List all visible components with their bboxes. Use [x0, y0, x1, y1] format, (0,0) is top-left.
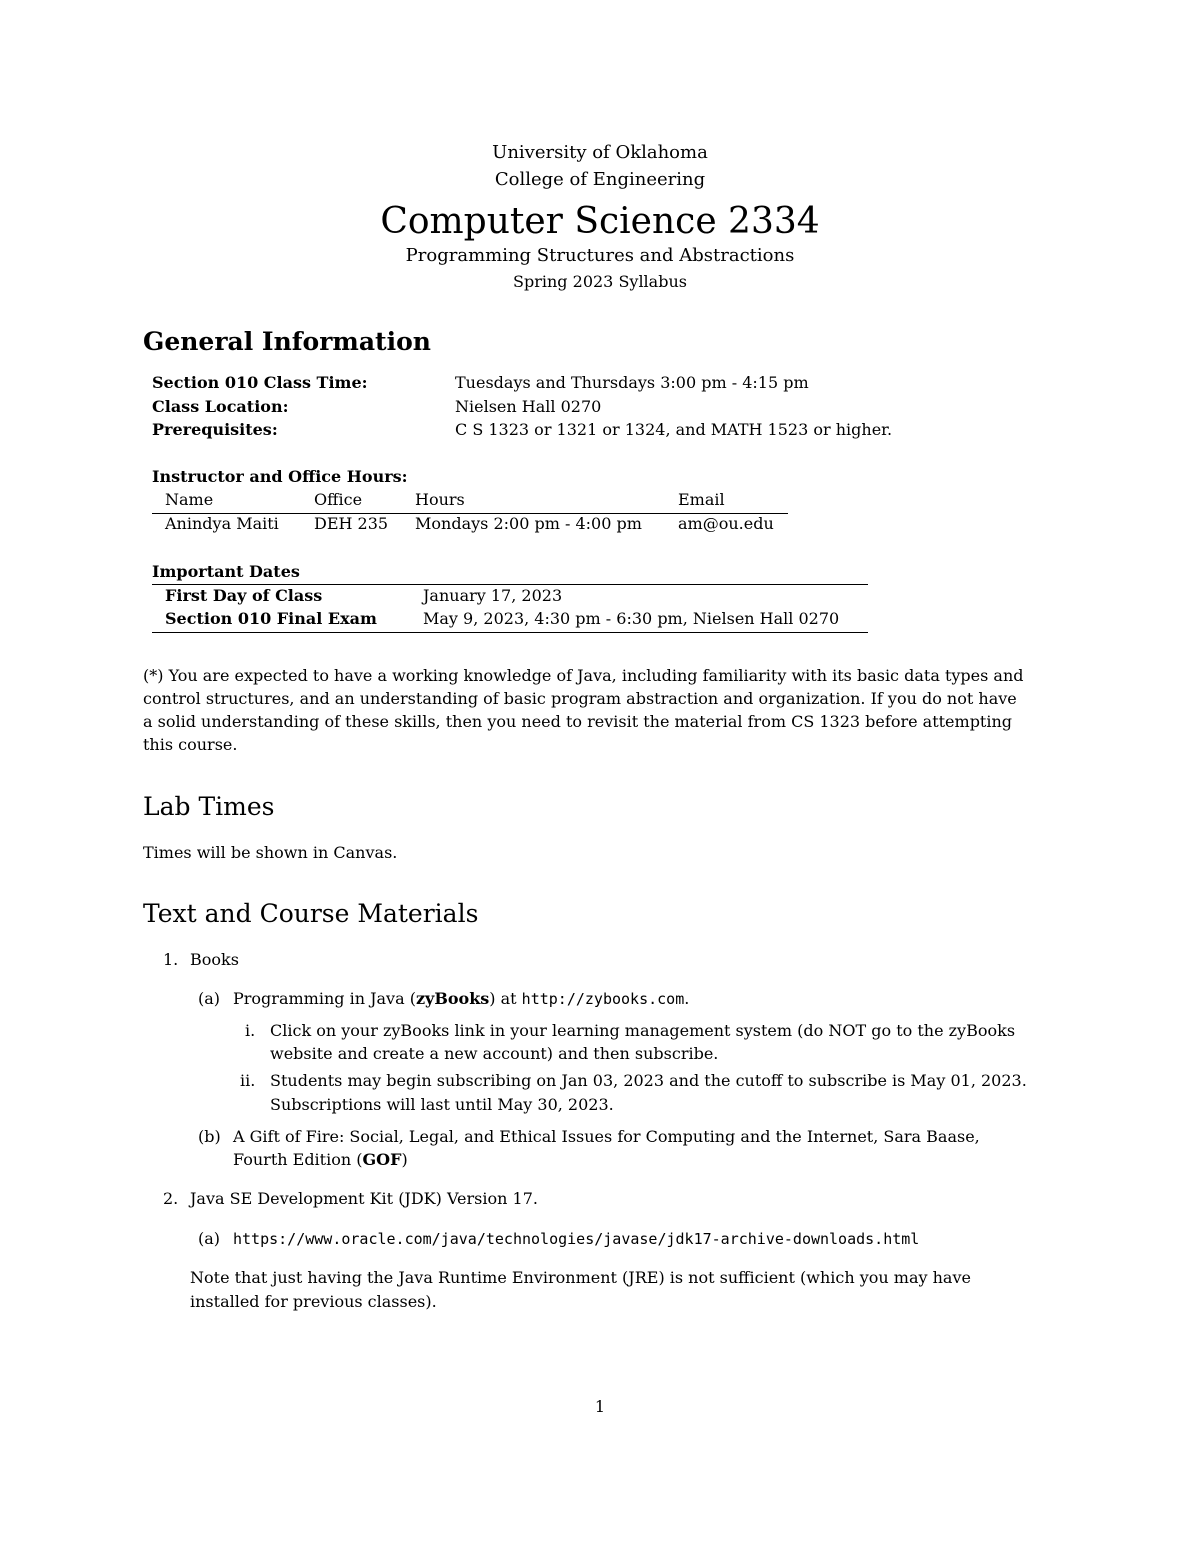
instructor-office: DEH 235	[314, 514, 389, 533]
dates-heading: Important Dates	[152, 562, 300, 581]
java-note-line-3: a solid understanding of these skills, then you need to revisit the material from CS 1323 before attempting	[143, 712, 1013, 731]
item1a-text	[233, 989, 689, 1008]
item1a-ii-line-1: Students may begin subscribing on Jan 03, 2023 and the cutoff to subscribe is May 01, 2023.	[270, 1071, 1027, 1090]
item1a-label: (a)	[198, 989, 221, 1008]
item1a-end: .	[684, 989, 690, 1008]
instructor-email: am@ou.edu	[678, 514, 774, 533]
lab-heading: Lab Times	[143, 792, 275, 821]
item1b-prefix: Fourth Edition (	[233, 1150, 363, 1169]
instructor-header-hours: Hours	[415, 490, 465, 509]
item1b-line-2	[233, 1150, 408, 1169]
first-day-value: January 17, 2023	[423, 586, 563, 605]
final-exam-value: May 9, 2023, 4:30 pm - 6:30 pm, Nielsen Hall 0270	[423, 609, 840, 628]
prereq-value: C S 1323 or 1321 or 1324, and MATH 1523 or higher.	[455, 420, 893, 439]
item1a-prefix: Programming in Java (	[233, 989, 416, 1008]
jdk-url-link[interactable]: https://www.oracle.com/java/technologies/javase/jdk17-archive-downloads.html	[233, 1230, 920, 1248]
item1a-i-line-1: Click on your zyBooks link in your learning management system (do NOT go to the zyBooks	[270, 1021, 1016, 1040]
jre-note-line-2: installed for previous classes).	[190, 1292, 437, 1311]
gof-bold: GOF	[362, 1150, 402, 1169]
term: Spring 2023 Syllabus	[513, 272, 687, 291]
prereq-label: Prerequisites:	[152, 420, 278, 439]
materials-heading: Text and Course Materials	[143, 899, 479, 928]
location-label: Class Location:	[152, 397, 289, 416]
item1b-line-1: A Gift of Fire: Social, Legal, and Ethical Issues for Computing and the Internet, Sara Baase,	[233, 1127, 980, 1146]
instructor-hours: Mondays 2:00 pm - 4:00 pm	[415, 514, 642, 533]
page-number: 1	[594, 1397, 606, 1416]
item1b-end: )	[401, 1150, 408, 1169]
item1-text: Books	[190, 950, 239, 969]
first-day-label: First Day of Class	[165, 586, 323, 605]
java-note-line-2: control structures, and an understanding of basic program abstraction and organization. If you do not have	[143, 689, 1017, 708]
java-note-line-4: this course.	[143, 735, 238, 754]
class-time-value: Tuesdays and Thursdays 3:00 pm - 4:15 pm	[455, 373, 809, 392]
instructor-header-office: Office	[314, 490, 363, 509]
item2a-label: (a)	[198, 1229, 221, 1248]
java-note-line-1: (*) You are expected to have a working knowledge of Java, including familiarity with its basic data types and	[143, 666, 1024, 685]
item1a-i-line-2: website and create a new account) and then subscribe.	[270, 1044, 719, 1063]
dates-table-bottom-rule	[152, 632, 868, 633]
item2-text: Java SE Development Kit (JDK) Version 17.	[190, 1189, 538, 1208]
instructor-header-email: Email	[678, 490, 725, 509]
college-name: College of Engineering	[494, 169, 706, 190]
instructor-name: Anindya Maiti	[165, 514, 279, 533]
location-value: Nielsen Hall 0270	[455, 397, 602, 416]
dates-table-top-rule	[152, 584, 868, 585]
item2-number: 2.	[163, 1189, 179, 1208]
university-name: University of Oklahoma	[492, 142, 708, 163]
item1-number: 1.	[163, 950, 179, 969]
general-heading: General Information	[143, 327, 431, 356]
jre-note-line-1: Note that just having the Java Runtime Environment (JRE) is not sufficient (which you may have	[190, 1268, 971, 1287]
item1a-ii-label: ii.	[240, 1071, 256, 1090]
course-subtitle: Programming Structures and Abstractions	[405, 245, 795, 266]
final-exam-label: Section 010 Final Exam	[165, 609, 377, 628]
item1a-i-label: i.	[245, 1021, 256, 1040]
zybooks-url-link[interactable]: http://zybooks.com	[521, 990, 685, 1008]
course-title: Computer Science 2334	[380, 201, 820, 242]
instructor-heading: Instructor and Office Hours:	[152, 467, 408, 486]
lab-text: Times will be shown in Canvas.	[143, 843, 398, 862]
item1b-label: (b)	[198, 1127, 221, 1146]
class-time-label: Section 010 Class Time:	[152, 373, 368, 392]
zybooks-bold: zyBooks	[415, 989, 490, 1008]
item1a-ii-line-2: Subscriptions will last until May 30, 2023.	[270, 1095, 614, 1114]
instructor-header-name: Name	[165, 490, 214, 509]
item1a-mid: ) at	[489, 989, 522, 1008]
